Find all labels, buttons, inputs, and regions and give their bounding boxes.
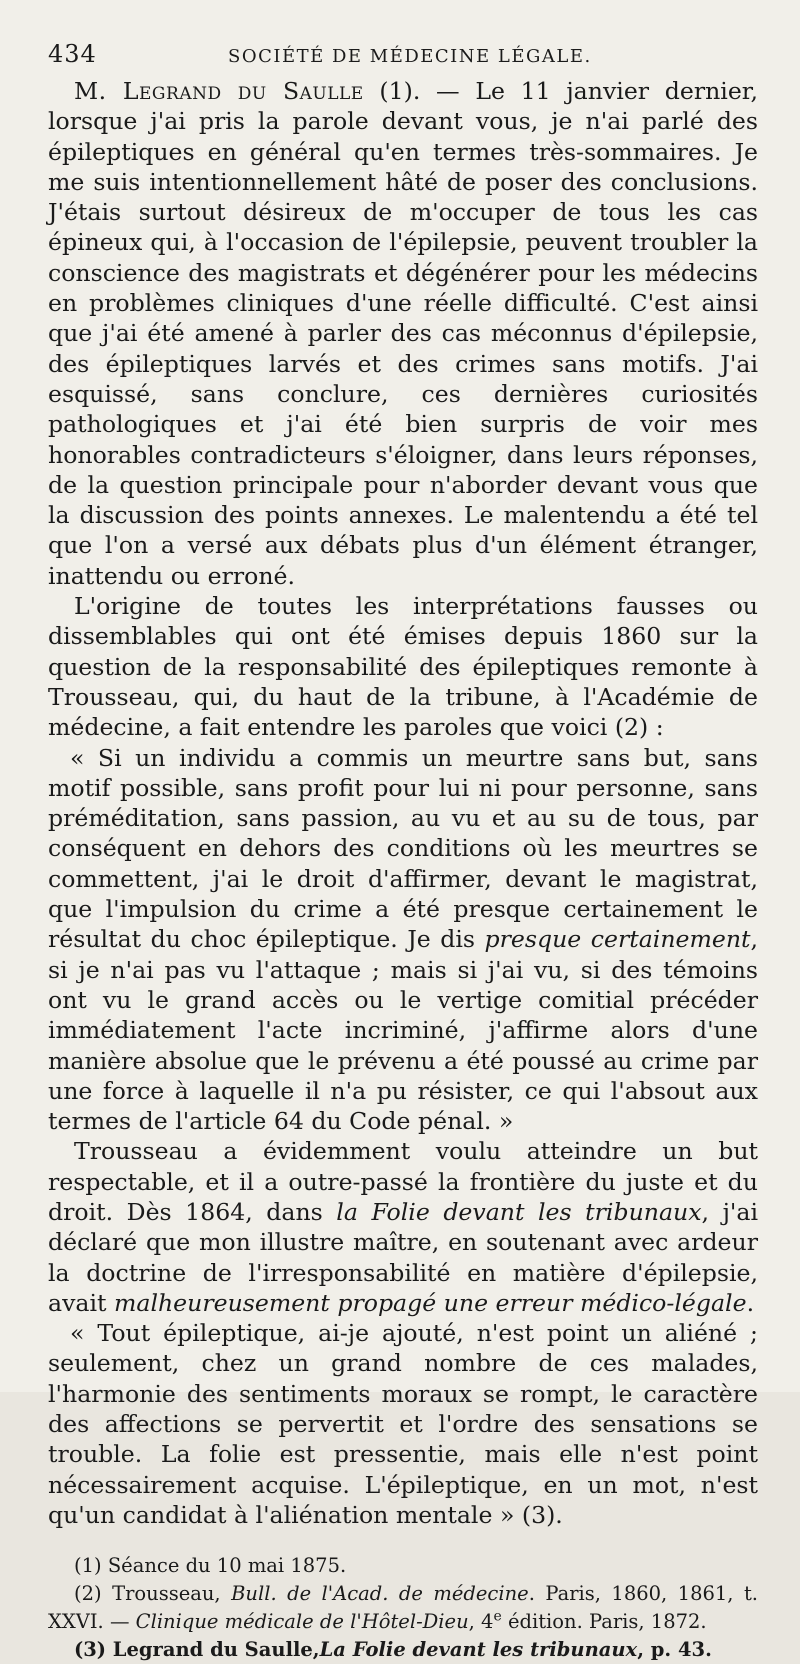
fn2-text-c: , 4 <box>468 1610 494 1634</box>
fn2-superscript: e <box>493 1608 502 1625</box>
paragraph-5-quote: « Tout épileptique, ai-je ajouté, n'est point un aliéné ; seulement, chez un grand nombre de ces malades, l'harmonie des sentiments moraux se rompt, le caractère des affections se pervertit et l'ordre des sensations se trouble. La folie est pressentie, mais elle n'est point nécessairement acquise. L'épileptique, en un mot, n'est qu'un candidat à l'aliénation mentale » (3). <box>48 1319 758 1529</box>
paragraph-4 <box>48 1136 758 1318</box>
fn3-text-a: (3) Legrand du Saulle, <box>74 1638 320 1662</box>
fn3-text-b: , p. 43. <box>637 1638 712 1662</box>
footnote-ref-1: (1). <box>379 77 421 105</box>
page-header <box>48 40 758 68</box>
fn2-italic-2: Clinique médicale de l'Hôtel-Dieu <box>135 1610 469 1634</box>
paragraph-1 <box>48 76 758 591</box>
fn2-text-d: édition. Paris, 1872. <box>501 1610 707 1634</box>
p4-italic-phrase: malheureusement propagé une erreur médico-légale <box>114 1288 747 1317</box>
p4-text-b: , j'ai déclaré que mon illustre maître, en soutenant avec ardeur la doctrine de l'irresponsabilité en matière d'épilepsie, avait <box>48 1197 759 1317</box>
fn3-italic: La Folie devant les tribunaux <box>319 1638 638 1662</box>
body-text <box>48 76 758 1530</box>
running-title: SOCIÉTÉ DE MÉDECINE LÉGALE. <box>228 46 592 67</box>
page-number: 434 <box>48 40 97 68</box>
speaker-name: M. Legrand du Saulle <box>74 77 364 105</box>
paragraph-2: L'origine de toutes les interprétations fausses ou dissemblables qui ont été émises depuis 1860 sur la question de la responsabilité des épileptiques remonte à Trousseau, qui, du haut de la tribune, à l'Académie de médecine, a fait entendre les paroles que voici (2) : <box>48 592 758 742</box>
quote-italic: presque certainement <box>484 925 751 954</box>
quote-text-a: « Si un individu a commis un meurtre sans but, sans motif possible, sans profit pour lui ni pour personne, sans préméditation, sans passion, au vu et au su de tous, par conséquent en dehors des conditions où les meurtres se commettent, j'ai le droit d'affirmer, devant le magistrat, que l'impulsion du crime a été presque certainement le résultat du choc épileptique. Je dis <box>48 743 758 954</box>
fn2-text-a: (2) Trousseau, <box>74 1582 232 1606</box>
p4-text-c: . <box>746 1288 755 1317</box>
paragraph-3-quote <box>48 743 758 1137</box>
footnote-3 <box>48 1636 758 1664</box>
paragraph-1-text: — Le 11 janvier dernier, lorsque j'ai pris la parole devant vous, je n'ai parlé des épileptiques en général qu'en termes très-sommaires. Je me suis intentionnellement hâté de poser des conclusions. J'étais surtout désireux de m'occuper de tous les cas épineux qui, à l'occasion de l'épilepsie, peuvent troubler la conscience des magistrats et dégénérer pour les médecins en problèmes cliniques d'une réelle difficulté. C'est ainsi que j'ai été amené à parler des cas méconnus d'épilepsie, des épileptiques larvés et des crimes sans motifs. J'ai esquissé, sans conclure, ces dernières curiosités pathologiques et j'ai été bien surpris de voir mes honorables contradicteurs s'éloigner, dans leurs réponses, de la question principale pour n'aborder devant vous que la discussion des points annexes. Le malentendu a été tel que l'on a versé aux débats plus d'un élément étranger, inattendu ou erroné. <box>48 77 758 590</box>
p4-italic-title: la Folie devant les tribunaux <box>336 1197 702 1226</box>
footnote-1: (1) Séance du 10 mai 1875. <box>74 1554 347 1578</box>
fn2-italic-1: Bull. de l'Acad. de médecine <box>231 1582 529 1606</box>
fn2-text-b: . Paris, 1860, 1861, t. XXVI. — <box>48 1582 758 1634</box>
footnotes <box>48 1552 758 1664</box>
p4-text-a: Trousseau a évidemment voulu atteindre un but respectable, et il a outre-passé la frontière du juste et du droit. Dès 1864, dans <box>48 1137 758 1226</box>
footnote-2 <box>48 1580 758 1636</box>
quote-text-b: , si je n'ai pas vu l'attaque ; mais si j'ai vu, si des témoins ont vu le grand accès ou le vertige comitial précéder immédiatement l'acte incriminé, j'affirme alors d'une manière absolue que le prévenu a été poussé au crime par une force à laquelle il n'a pu résister, ce qui l'absout aux termes de l'article 64 du Code pénal. » <box>48 925 758 1136</box>
